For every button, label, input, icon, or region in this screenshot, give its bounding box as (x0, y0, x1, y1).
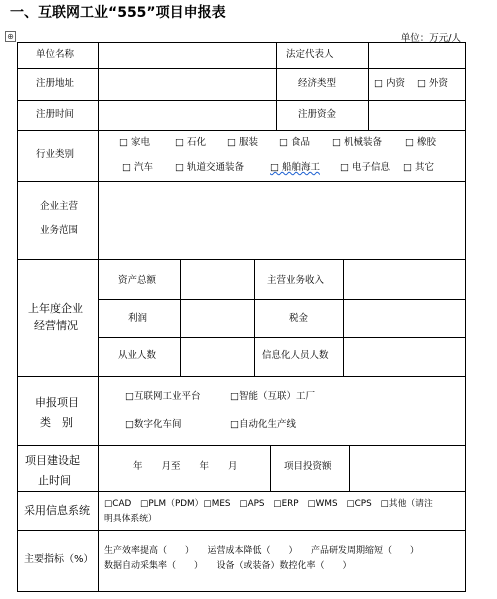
field-total-assets[interactable] (181, 260, 253, 298)
field-registration-time[interactable] (99, 101, 275, 129)
field-it-staff[interactable] (344, 338, 464, 375)
label-last-year-1: 上年度企业 (28, 302, 83, 315)
checkbox-digital-workshop[interactable]: □数字化车间 (125, 419, 182, 430)
application-form-table (17, 42, 466, 592)
indicator-line-1[interactable]: 生产效率提高（ ） 运营成本降低（ ） 产品研发周期缩短（ ） (104, 546, 420, 556)
field-project-period[interactable]: 年 月至 年 月 (133, 461, 238, 472)
label-info-systems: 采用信息系统 (24, 504, 90, 517)
label-last-year-2: 经营情况 (34, 319, 78, 332)
label-legal-representative: 法定代表人 (286, 49, 334, 60)
label-key-indicators: 主要指标（%） (24, 554, 94, 565)
field-registered-capital[interactable] (369, 101, 464, 129)
checkbox-electronics[interactable]: □ 电子信息 (340, 162, 390, 173)
label-project-period-2: 止时间 (38, 474, 71, 487)
field-investment[interactable] (350, 446, 464, 490)
checkbox-food[interactable]: □ 食品 (279, 137, 310, 148)
field-tax[interactable] (344, 300, 464, 336)
form-title: 一、互联网工业“555”项目申报表 (10, 5, 226, 21)
label-economic-type: 经济类型 (298, 78, 337, 89)
label-registration-time: 注册时间 (36, 109, 75, 120)
table-move-handle-icon[interactable]: ⊕ (5, 31, 16, 42)
system-other-note: 明具体系统） (104, 514, 157, 524)
label-main-revenue: 主营业务收入 (267, 275, 325, 286)
label-industry: 行业类别 (36, 149, 75, 160)
label-project-category-2: 类 别 (40, 416, 73, 429)
label-main-business-1: 企业主营 (40, 201, 79, 212)
checkbox-smart-factory[interactable]: □智能（互联）工厂 (230, 391, 315, 402)
checkbox-automation-line[interactable]: □自动化生产线 (230, 419, 296, 430)
field-main-revenue[interactable] (344, 260, 464, 298)
checkbox-rubber[interactable]: □ 橡胶 (405, 137, 436, 148)
field-address[interactable] (99, 69, 275, 99)
checkbox-machinery[interactable]: □ 机械装备 (332, 137, 382, 148)
label-profit: 利润 (128, 313, 148, 324)
label-employees: 从业人数 (118, 350, 157, 361)
checkbox-other-industry[interactable]: □ 其它 (403, 162, 434, 173)
field-main-business[interactable] (99, 182, 464, 258)
label-main-business-2: 业务范围 (40, 225, 79, 236)
checkbox-rail-transit[interactable]: □ 轨道交通装备 (175, 162, 244, 173)
label-tax: 税金 (289, 313, 309, 324)
label-project-category-1: 申报项目 (35, 396, 79, 409)
label-unit-name: 单位名称 (36, 49, 75, 60)
label-project-period-1: 项目建设起 (25, 454, 80, 467)
field-profit[interactable] (181, 300, 253, 336)
checkbox-shipbuilding[interactable]: □ 船舶海工 (270, 162, 320, 173)
field-employees[interactable] (181, 338, 253, 375)
label-registered-capital: 注册资金 (298, 109, 337, 120)
unit-label: 单位：万元/人 (400, 33, 461, 44)
field-legal-representative[interactable] (369, 44, 464, 67)
label-it-staff: 信息化人员人数 (262, 350, 329, 361)
checkbox-internet-platform[interactable]: □互联网工业平台 (125, 391, 201, 402)
indicator-line-2[interactable]: 数据自动采集率（ ） 设备（或装备）数控化率（ ） (104, 561, 352, 571)
checkbox-system-list[interactable]: □CAD □PLM（PDM）□MES □APS □ERP □WMS □CPS □其他（请注 (104, 499, 433, 509)
field-unit-name[interactable] (99, 44, 275, 67)
checkbox-clothing[interactable]: □ 服装 (227, 137, 258, 148)
checkbox-petrochemical[interactable]: □ 石化 (175, 137, 206, 148)
checkbox-domestic[interactable]: □ 内资 (374, 78, 405, 89)
checkbox-foreign[interactable]: □ 外资 (417, 78, 448, 89)
label-address: 注册地址 (36, 78, 75, 89)
checkbox-auto[interactable]: □ 汽车 (122, 162, 153, 173)
label-total-assets: 资产总额 (118, 275, 157, 286)
checkbox-home-appliance[interactable]: □ 家电 (119, 137, 150, 148)
label-investment: 项目投资额 (284, 461, 332, 472)
